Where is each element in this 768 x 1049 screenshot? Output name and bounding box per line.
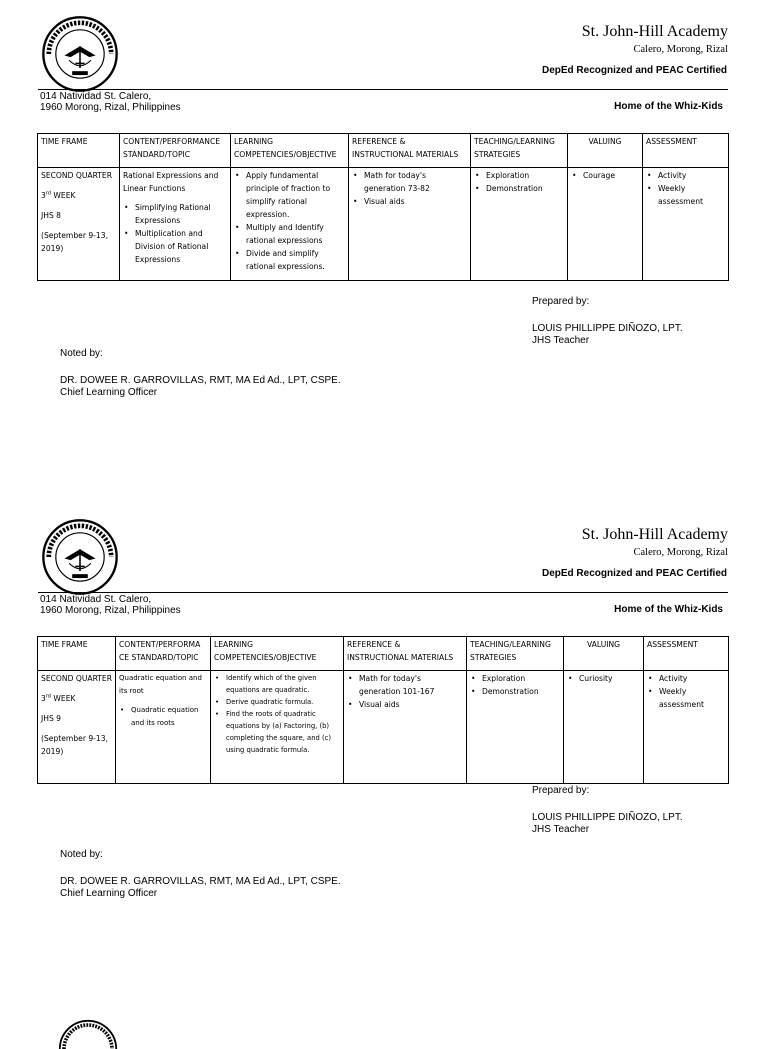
- valuing-cell: [564, 671, 644, 784]
- school-name: St. John-Hill Academy: [581, 23, 728, 40]
- school-motto: Home of the Whiz-Kids: [614, 101, 723, 112]
- column-header: REFERENCE & INSTRUCTIONAL MATERIALS: [344, 637, 467, 671]
- prepared-by: Prepared by: LOUIS PHILLIPPE DIÑOZO, LPT. JHS Teacher: [532, 785, 683, 835]
- list-item: • Divide and simplify rational expressions.: [246, 247, 345, 273]
- column-header: TIME FRAME: [38, 637, 116, 671]
- column-header: ASSESSMENT: [644, 637, 729, 671]
- column-header: CONTENT/PERFORMA CE STANDARD/TOPIC: [116, 637, 211, 671]
- list-item: • Exploration: [482, 672, 560, 685]
- list-item: • Multiplication and Division of Rational Expressions: [135, 227, 227, 266]
- strategies-cell: [467, 671, 564, 784]
- preparer-name: LOUIS PHILLIPPE DIÑOZO, LPT.: [532, 812, 683, 823]
- list-item: • Math for today's generation 73-82: [364, 169, 467, 195]
- column-header: REFERENCE & INSTRUCTIONAL MATERIALS: [349, 134, 471, 168]
- noter-title: Chief Learning Officer: [60, 888, 158, 899]
- content-cell: Quadratic equation and its root • Quadratic equation and its roots: [116, 671, 211, 784]
- content-cell: Rational Expressions and Linear Functions • Simplifying Rational Expressions • Multiplication and Division of Rational Expressions: [120, 168, 231, 281]
- column-header: LEARNING COMPETENCIES/OBJECTIVE: [231, 134, 349, 168]
- lesson-plan-1: [0, 0, 768, 500]
- prepared-by: Prepared by: LOUIS PHILLIPPE DIÑOZO, LPT. JHS Teacher: [532, 296, 683, 346]
- assessment-cell: [644, 671, 729, 784]
- time-frame-cell: SECOND QUARTER 3rd WEEK JHS 9 (September 9-13, 2019): [38, 671, 116, 784]
- list-item: • Visual aids: [364, 195, 467, 208]
- competencies-cell: [211, 671, 344, 784]
- assessment-cell: [643, 168, 729, 281]
- references-cell: [349, 168, 471, 281]
- strategies-cell: [471, 168, 568, 281]
- list-item: • Visual aids: [359, 698, 463, 711]
- certification: DepEd Recognized and PEAC Certified: [541, 65, 727, 76]
- list-item: • Curiosity: [579, 672, 640, 685]
- school-address: 014 Natividad St. Calero, 1960 Morong, Rizal, Philippines: [40, 91, 181, 113]
- competencies-cell: [231, 168, 349, 281]
- references-cell: [344, 671, 467, 784]
- list-item: • Courage: [583, 169, 639, 182]
- list-item: • Activity: [659, 672, 725, 685]
- column-header: VALUING: [568, 134, 643, 168]
- header-divider: [38, 592, 728, 593]
- preparer-title: JHS Teacher: [532, 335, 590, 346]
- school-address: 014 Natividad St. Calero, 1960 Morong, Rizal, Philippines: [40, 594, 181, 616]
- time-frame-cell: SECOND QUARTER 3rd WEEK JHS 8 (September 9-13, 2019): [38, 168, 120, 281]
- list-item: • Apply fundamental principle of fraction to simplify rational expression.: [246, 169, 345, 221]
- list-item: • Multiply and Identify rational expressions: [246, 221, 345, 247]
- school-name: St. John-Hill Academy: [581, 526, 728, 543]
- list-item: • Weekly assessment: [658, 182, 725, 208]
- list-item: • Simplifying Rational Expressions: [135, 201, 227, 227]
- noter-name: DR. DOWEE R. GARROVILLAS, RMT, MA Ed Ad., LPT, CSPE.: [60, 876, 341, 887]
- list-item: • Find the roots of quadratic equations by (a) Factoring, (b) completing the square, and (c) using quadratic formula.: [226, 708, 340, 756]
- list-item: • Activity: [658, 169, 725, 182]
- column-header: TIME FRAME: [38, 134, 120, 168]
- school-seal-icon: [41, 15, 119, 93]
- list-item: • Derive quadratic formula.: [226, 696, 340, 708]
- lesson-plan-2: [0, 503, 768, 1003]
- column-header: VALUING: [564, 637, 644, 671]
- school-location: Calero, Morong, Rizal: [633, 44, 728, 55]
- lesson-plan-table: [37, 133, 729, 281]
- valuing-cell: [568, 168, 643, 281]
- preparer-name: LOUIS PHILLIPPE DIÑOZO, LPT.: [532, 323, 683, 334]
- list-item: • Exploration: [486, 169, 564, 182]
- lesson-plan-table: [37, 636, 729, 784]
- school-seal-icon: [41, 518, 119, 596]
- list-item: • Math for today's generation 101-167: [359, 672, 463, 698]
- certification: DepEd Recognized and PEAC Certified: [541, 568, 727, 579]
- school-location: Calero, Morong, Rizal: [633, 547, 728, 558]
- list-item: • Identify which of the given equations are quadratic.: [226, 672, 340, 696]
- list-item: • Demonstration: [486, 182, 564, 195]
- column-header: TEACHING/LEARNING STRATEGIES: [467, 637, 564, 671]
- header-divider: [38, 89, 728, 90]
- noter-name: DR. DOWEE R. GARROVILLAS, RMT, MA Ed Ad., LPT, CSPE.: [60, 375, 341, 386]
- noted-by: Noted by: DR. DOWEE R. GARROVILLAS, RMT, MA Ed Ad., LPT, CSPE. Chief Learning Officer: [60, 849, 341, 899]
- column-header: CONTENT/PERFORMANCE STANDARD/TOPIC: [120, 134, 231, 168]
- noted-by: Noted by: DR. DOWEE R. GARROVILLAS, RMT, MA Ed Ad., LPT, CSPE. Chief Learning Officer: [60, 348, 341, 398]
- list-item: • Quadratic equation and its roots: [131, 704, 207, 730]
- list-item: • Weekly assessment: [659, 685, 725, 711]
- list-item: • Demonstration: [482, 685, 560, 698]
- noter-title: Chief Learning Officer: [60, 387, 158, 398]
- school-motto: Home of the Whiz-Kids: [614, 604, 723, 615]
- column-header: ASSESSMENT: [643, 134, 729, 168]
- preparer-title: JHS Teacher: [532, 824, 590, 835]
- column-header: LEARNING COMPETENCIES/OBJECTIVE: [211, 637, 344, 671]
- column-header: TEACHING/LEARNING STRATEGIES: [471, 134, 568, 168]
